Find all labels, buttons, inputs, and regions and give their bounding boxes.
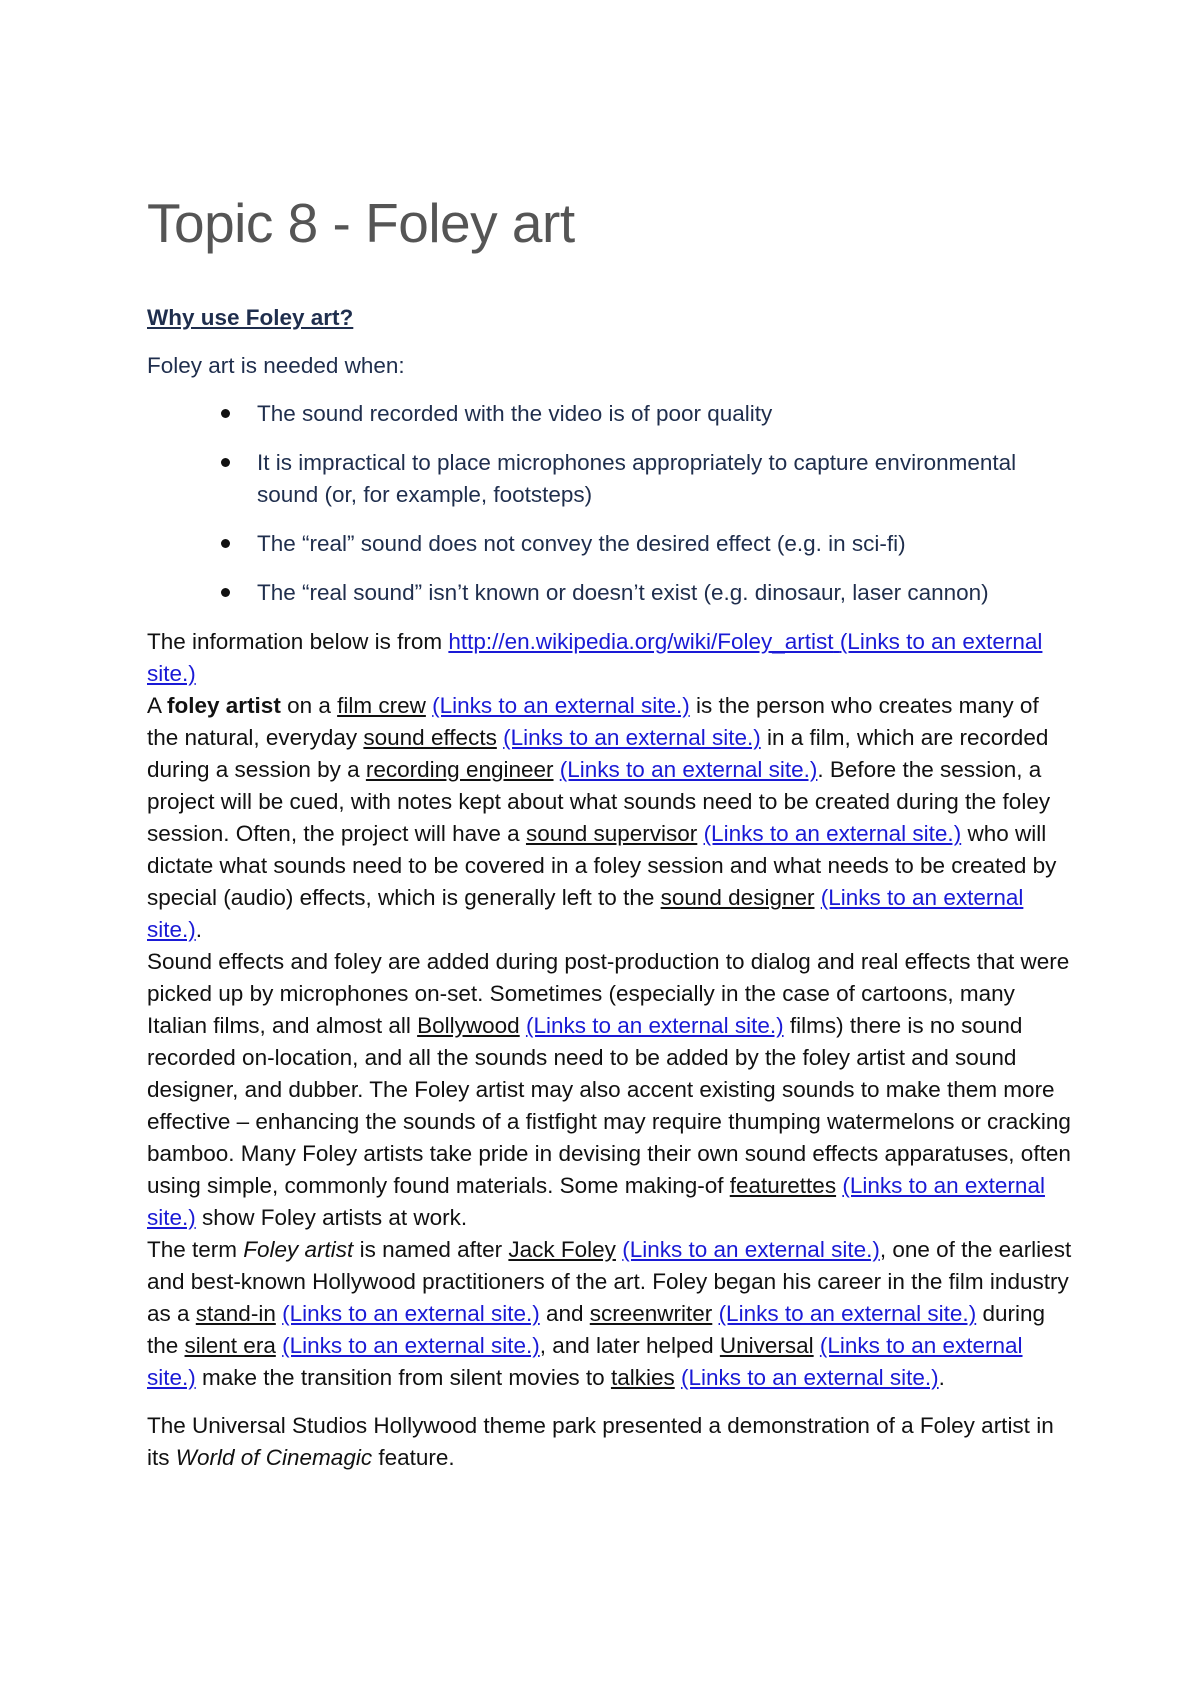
film-crew-link[interactable]: film crew (337, 693, 426, 718)
bullet-icon (221, 458, 230, 467)
reasons-list (147, 398, 1072, 609)
bullet-icon (221, 409, 230, 418)
silent-era-link[interactable]: silent era (184, 1333, 276, 1358)
universal-link[interactable]: Universal (719, 1333, 814, 1358)
text-run: The Universal Studios Hollywood theme park presented a demonstration of a Foley artist in its (147, 1413, 1054, 1470)
external-link[interactable]: (Links to an external site.) (432, 693, 690, 718)
intro-text: Foley art is needed when: (147, 353, 405, 378)
external-link[interactable]: (Links to an external site.) (282, 1301, 540, 1326)
list-item-text: It is impractical to place microphones appropriately to capture environmental sound (or, for example, footsteps) (257, 450, 1017, 507)
external-link[interactable]: (Links to an external site.) (680, 1365, 939, 1390)
section-heading: Why use Foley art? (147, 305, 354, 330)
list-item-text: The sound recorded with the video is of poor quality (257, 401, 773, 426)
text-run: , one of the earliest and best-known Hollywood practitioners of the art. Foley began his career in the film industry as a (147, 1237, 1072, 1326)
text-run: . (195, 917, 203, 942)
external-link[interactable]: (Links to an external site.) (622, 1237, 880, 1262)
talkies-link[interactable]: talkies (610, 1365, 675, 1390)
list-item-text: The “real” sound does not convey the desired effect (e.g. in sci-fi) (257, 531, 906, 556)
stand-in-link[interactable]: stand-in (195, 1301, 276, 1326)
page-title: Topic 8 - Foley art (147, 192, 575, 254)
text-run: feature. (372, 1445, 455, 1470)
featurettes-link[interactable]: featurettes (729, 1173, 837, 1198)
external-link-label: (Links to an external site.) (147, 629, 1043, 686)
external-link[interactable]: (Links to an external site.) (703, 821, 962, 846)
list-item (147, 577, 1072, 609)
sound-supervisor-link[interactable]: sound supervisor (525, 821, 698, 846)
list-item (147, 528, 1072, 560)
external-link[interactable]: (Links to an external site.) (559, 757, 818, 782)
text-run: who will dictate what sounds need to be covered in a foley session and what needs to be created by special (audio) effects, which is generally left to the (147, 821, 1057, 910)
external-link[interactable]: (Links to an external site.) (282, 1333, 540, 1358)
italic-term: World of Cinemagic (175, 1445, 373, 1470)
text-run: during the (147, 1301, 1045, 1358)
text-run: , and later helped (539, 1333, 720, 1358)
text-run: is named after (353, 1237, 509, 1262)
external-link[interactable]: (Links to an external site.) (147, 1173, 1045, 1230)
paragraph-sound-effects (147, 946, 1072, 1234)
source-text: The information below is from (147, 629, 449, 654)
bullet-icon (221, 539, 230, 548)
italic-term: Foley artist (243, 1237, 354, 1262)
screenwriter-link[interactable]: screenwriter (589, 1301, 713, 1326)
text-run: make the transition from silent movies to (195, 1365, 611, 1390)
text-run: on a (280, 693, 338, 718)
text-run: in a film, which are recorded during a session by a (147, 725, 1049, 782)
text-run: is the person who creates many of the natural, everyday (147, 693, 1039, 750)
source-paragraph (147, 626, 1072, 690)
text-run: show Foley artists at work. (195, 1205, 468, 1230)
text-run: A (147, 693, 168, 718)
text-run: . Before the session, a project will be cued, with notes kept about what sounds need to be created during the foley session. Often, the project will have a (147, 757, 1051, 846)
bold-term: foley artist (167, 693, 281, 718)
bollywood-link[interactable]: Bollywood (417, 1013, 520, 1038)
paragraph-foley-artist (147, 690, 1072, 946)
text-run: . (938, 1365, 945, 1390)
paragraph-universal-studios (147, 1410, 1072, 1474)
external-link[interactable]: (Links to an external site.) (147, 885, 1024, 942)
list-item (147, 447, 1072, 511)
paragraph-jack-foley (147, 1234, 1072, 1394)
external-link[interactable]: (Links to an external site.) (147, 1333, 1023, 1390)
external-link[interactable]: (Links to an external site.) (525, 1013, 784, 1038)
bullet-icon (221, 588, 230, 597)
external-link[interactable]: (Links to an external site.) (718, 1301, 977, 1326)
recording-engineer-link[interactable]: recording engineer (365, 757, 554, 782)
external-link[interactable]: (Links to an external site.) (503, 725, 761, 750)
text-run: Sound effects and foley are added during post-production to dialog and real effects that were picked up by microphones on-set. Sometimes (especially in the case of cartoons, many Italian films, and almost all (147, 949, 1070, 1038)
sound-effects-link[interactable]: sound effects (363, 725, 497, 750)
jack-foley-link[interactable]: Jack Foley (508, 1237, 616, 1262)
sound-designer-link[interactable]: sound designer (660, 885, 815, 910)
list-item-text: The “real sound” isn’t known or doesn’t exist (e.g. dinosaur, laser cannon) (257, 580, 989, 605)
text-run: films) there is no sound recorded on-location, and all the sounds need to be added by the foley artist and sound designer, and dubber. The Foley artist may also accent existing sounds to make them more effective – enhancing the sounds of a fistfight may require thumping watermelons or cracking bamboo. Many Foley artists take pride in devising their own sound effects apparatuses, often using simple, commonly found materials. Some making-of (147, 1013, 1071, 1198)
wikipedia-url: http://en.wikipedia.org/wiki/Foley_artist (448, 629, 834, 654)
list-item (147, 398, 1072, 430)
text-run: and (539, 1301, 590, 1326)
text-run: The term (147, 1237, 244, 1262)
document-body (147, 302, 1072, 1474)
